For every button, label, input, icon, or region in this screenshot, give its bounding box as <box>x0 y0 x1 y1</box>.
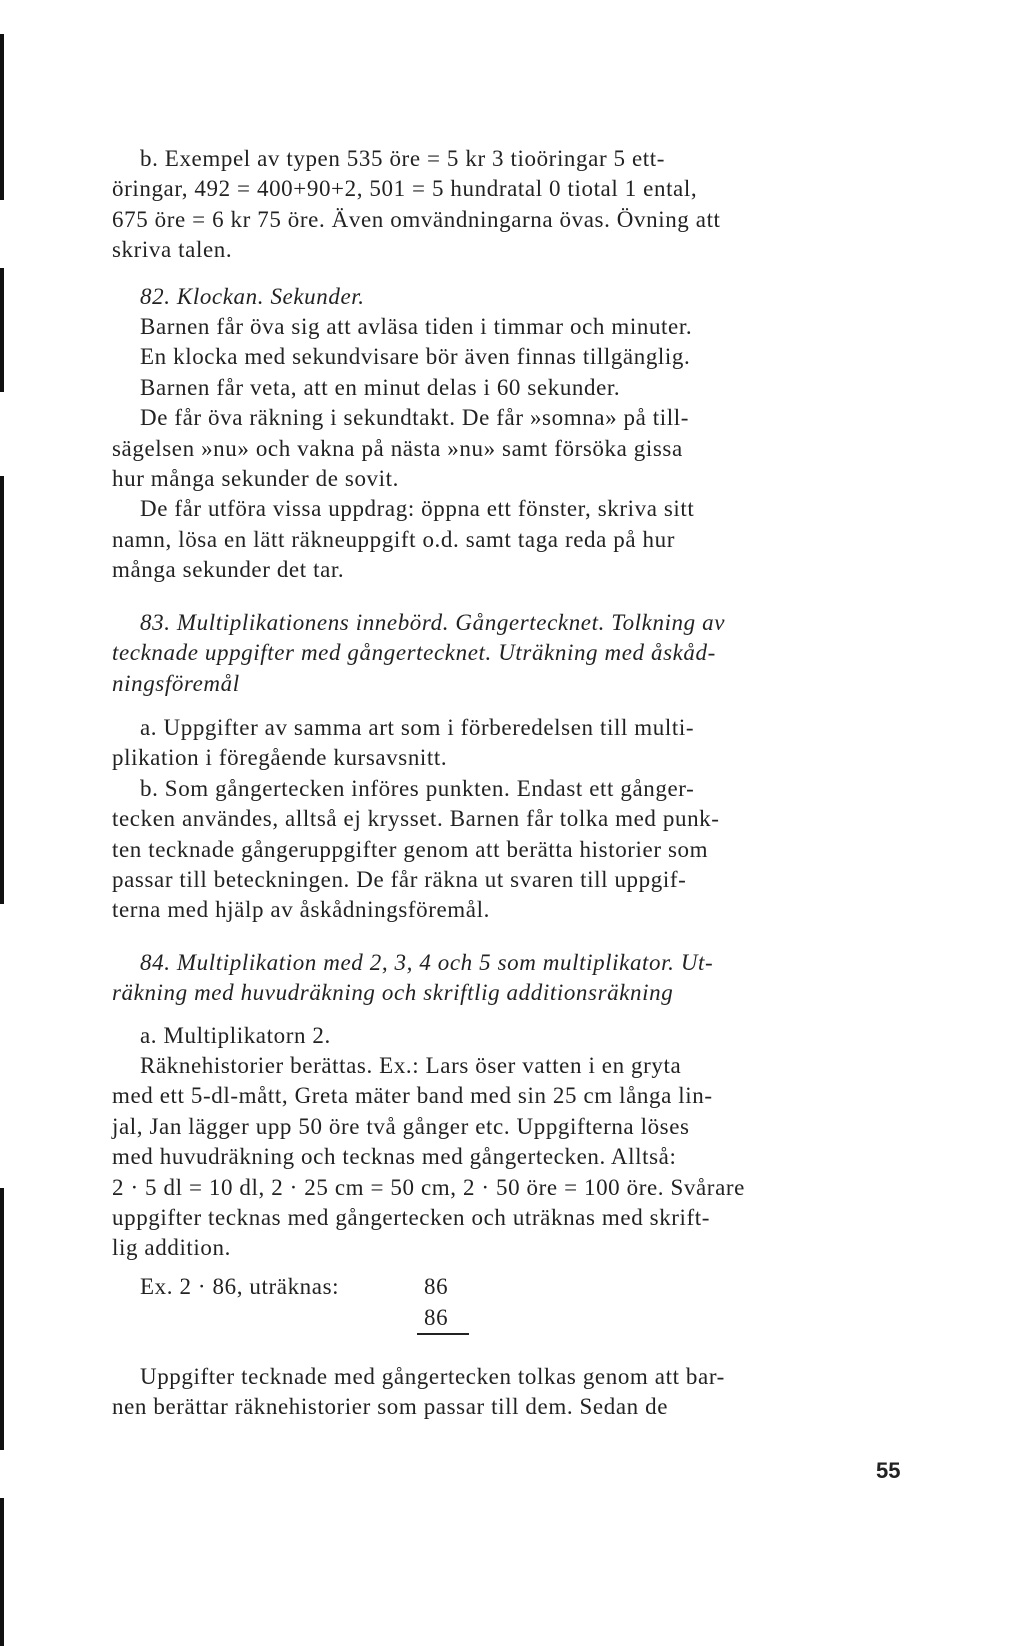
section-heading: 83. Multiplikationens innebörd. Gångertecknet. Tolkning av <box>140 609 726 635</box>
text-line: Barnen får öva sig att avläsa tiden i timmar och minuter. <box>140 314 693 340</box>
section-heading: 82. Klockan. Sekunder. <box>140 283 365 309</box>
scan-edge-bar <box>0 34 4 200</box>
text-line: terna med hjälp av åskådningsföremål. <box>112 897 490 923</box>
example-label: Ex. 2 · 86, uträknas: <box>140 1273 340 1299</box>
text-line: jal, Jan lägger upp 50 öre två gånger etc. Uppgifterna löses <box>112 1113 690 1139</box>
sum-rule <box>417 1333 469 1335</box>
text-line: skriva talen. <box>112 237 233 263</box>
text-line: De får öva räkning i sekundtakt. De får »somna» på till- <box>140 405 690 431</box>
text-line: De får utföra vissa uppdrag: öppna ett fönster, skriva sitt <box>140 496 695 522</box>
section-83 <box>112 608 912 926</box>
section-84 <box>112 948 912 1423</box>
text-line: a. Multiplikatorn 2. <box>140 1022 331 1048</box>
text-line: plikation i föregående kursavsnitt. <box>112 745 448 771</box>
section-heading: 84. Multiplikation med 2, 3, 4 och 5 som multiplikator. Ut- <box>140 949 714 975</box>
text-line: ten tecknade gångeruppgifter genom att berätta historier som <box>112 836 709 862</box>
text-line: b. Som gångertecken införes punkten. Endast ett gånger- <box>140 775 695 801</box>
section-82 <box>112 282 912 586</box>
text-line: öringar, 492 = 400+90+2, 501 = 5 hundratal 0 tiotal 1 ental, <box>112 176 698 202</box>
section-heading: räkning med huvudräkning och skriftlig additionsräkning <box>112 980 674 1006</box>
text-line: a. Uppgifter av samma art som i förberedelsen till multi- <box>140 714 695 740</box>
text-line: passar till beteckningen. De får räkna ut svaren till uppgif- <box>112 866 687 892</box>
scan-edge-bar <box>0 476 4 904</box>
text-line: Räknehistorier berättas. Ex.: Lars öser vatten i en gryta <box>140 1052 682 1078</box>
text-line: En klocka med sekundvisare bör även finnas tillgänglig. <box>140 344 691 370</box>
calculation-example <box>112 1272 912 1303</box>
text-line: 675 öre = 6 kr 75 öre. Även omvändningarna övas. Övning att <box>112 206 721 232</box>
addend-two: 86 <box>424 1304 449 1330</box>
text-line: med huvudräkning och tecknas med gångertecken. Alltså: <box>112 1144 677 1170</box>
text-line: tecken användes, alltså ej krysset. Barnen får tolka med punk- <box>112 806 720 832</box>
text-line: med ett 5-dl-mått, Greta mäter band med sin 25 cm långa lin- <box>112 1083 713 1109</box>
text-line: många sekunder det tar. <box>112 557 345 583</box>
text-line: hur många sekunder de sovit. <box>112 466 399 492</box>
scan-edge-bar <box>0 1264 4 1450</box>
scan-edge-bar <box>0 1188 4 1274</box>
text-line: nen berättar räknehistorier som passar till dem. Sedan de <box>112 1394 669 1420</box>
section-heading: tecknade uppgifter med gångertecknet. Uträkning med åskåd- <box>112 640 716 666</box>
section-heading: ningsföremål <box>112 670 240 696</box>
text-line: lig addition. <box>112 1235 231 1261</box>
text-line: Barnen får veta, att en minut delas i 60 sekunder. <box>140 374 621 400</box>
calculation-example <box>112 1303 912 1334</box>
text-line: 2 · 5 dl = 10 dl, 2 · 25 cm = 50 cm, 2 · 50 öre = 100 öre. Svårare <box>112 1174 745 1200</box>
text-column <box>112 144 912 1423</box>
text-line: b. Exempel av typen 535 öre = 5 kr 3 tioöringar 5 ett- <box>140 146 666 171</box>
page-number: 55 <box>876 1458 901 1483</box>
section-b-examples <box>112 144 912 266</box>
scan-edge-bar <box>0 1498 4 1646</box>
text-line: uppgifter tecknas med gångertecken och uträknas med skrift- <box>112 1205 711 1230</box>
scan-edge-bar <box>0 268 4 392</box>
text-line: namn, lösa en lätt räkneuppgift o.d. samt taga reda på hur <box>112 526 675 552</box>
text-line: Uppgifter tecknade med gångertecken tolkas genom att bar- <box>140 1363 725 1389</box>
text-line: sägelsen »nu» och vakna på nästa »nu» samt försöka gissa <box>112 435 683 461</box>
addend-one: 86 <box>424 1273 449 1299</box>
